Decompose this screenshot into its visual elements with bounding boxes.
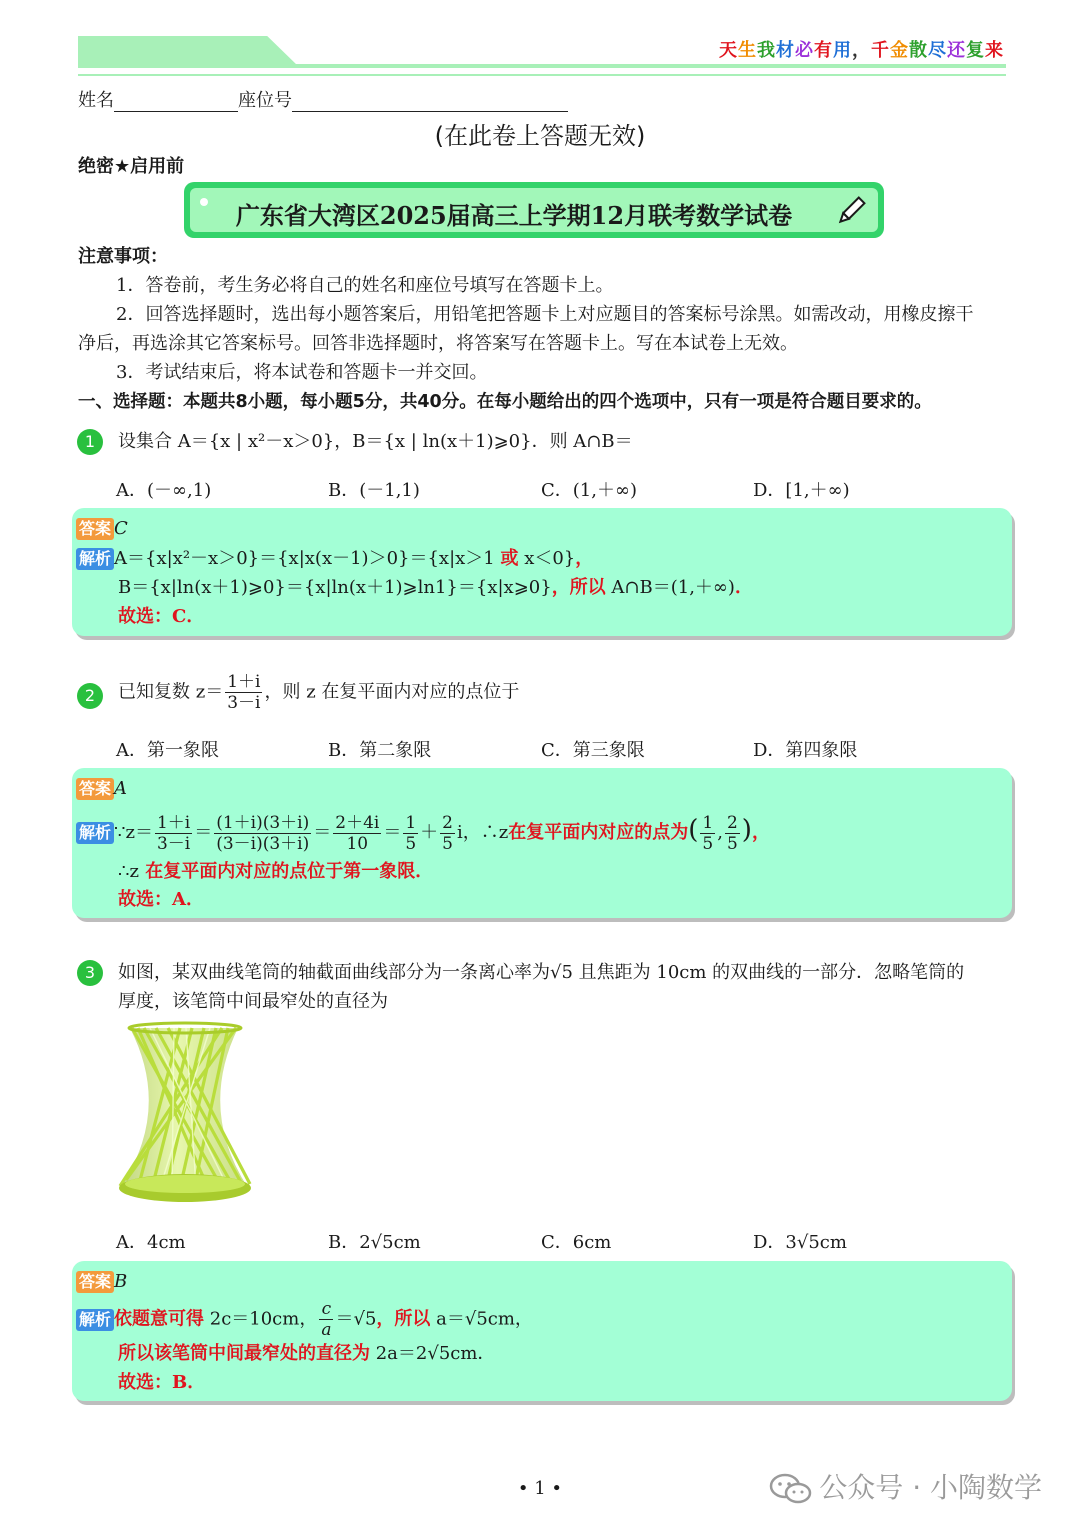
q1-period: ． [734, 577, 753, 598]
question-3-stem-line-2: 厚度，该笔筒中间最窄处的直径为 [118, 991, 388, 1012]
notice-item-2-cont: 净后，再选涂其它答案标号。回答非选择题时，将答案写在答题卡上。写在本试卷上无效。 [78, 333, 798, 354]
question-3-stem-line-1: 如图，某双曲线笔筒的轴截面曲线部分为一条离心率为√5 且焦距为 10cm 的双曲线的一部分．忽略笔筒的 [118, 962, 965, 983]
q1-intersection: A∩B＝(1,＋∞) [605, 577, 735, 598]
frac-den: 10 [346, 833, 369, 854]
q3-diameter-text: 所以该笔筒中间最窄处的直径为 [118, 1343, 370, 1364]
q2-option-b: B．第二象限 [328, 740, 432, 761]
q1-comma: ， [575, 548, 594, 569]
page-number: • 1 • [517, 1478, 563, 1499]
name-label: 姓名 [78, 90, 114, 111]
motto-char: ， [852, 40, 871, 61]
motto-char: 散 [909, 40, 928, 61]
frac-num: 1＋i [156, 812, 191, 833]
q1-analysis-line-1 [76, 544, 593, 573]
frac-den: 5 [702, 833, 714, 854]
motto-char: 生 [738, 40, 757, 61]
q3-answer-line [76, 1267, 127, 1296]
motto-char: 材 [776, 40, 795, 61]
q2-analysis-line-1: 解析 ∵z＝ $\frac{1+i}{3-i}$ ＝ $\frac{(1+i)(3+i)}{(3-i)(3+i)}$ ＝ $\frac{2+4i}{10}$ ＝ $\frac{1}{5}$ ＋ $\frac{2}{5}$ i，∴z在复平面内对应的点为( $\frac{1}{5}$ , $\frac{2}{5}$ )， [76, 808, 770, 855]
exam-title-banner [184, 182, 884, 238]
q1-answer-box [72, 508, 1012, 636]
frac-num: 2 [442, 812, 453, 833]
q1-answer-line [76, 514, 128, 543]
q1-option-d: D．[1,＋∞) [753, 480, 850, 501]
notice-item-3: 3．考试结束后，将本试卷和答题卡一并交回。 [116, 362, 488, 383]
seat-label: 座位号 [238, 90, 292, 111]
q2-answer: A [114, 778, 128, 799]
q2-point-y [725, 813, 740, 854]
q2-answer-line [76, 774, 127, 803]
q1-or: 或 [500, 548, 519, 569]
q2-because: ∵z＝ [114, 822, 153, 843]
exam-title: 广东省大湾区2025届高三上学期12月联考数学试卷 [235, 201, 793, 230]
motto-char: 金 [890, 40, 909, 61]
q3-option-d: D．3√5cm [753, 1232, 847, 1253]
q2-answer-box [72, 768, 1012, 918]
invalid-note: (在此卷上答题无效) [434, 122, 646, 150]
q2-frac-num: 1＋i [227, 672, 261, 692]
q2-fraction [225, 672, 262, 713]
analysis-badge: 解析 [76, 548, 114, 570]
q2-frac-4 [403, 813, 418, 854]
analysis-badge: 解析 [76, 822, 114, 844]
header-rule-thin [78, 74, 1006, 76]
motto-char: 天 [719, 40, 738, 61]
motto-char: 我 [757, 40, 776, 61]
q3-option-a: A．4cm [116, 1232, 186, 1253]
q3-choose: 故选：B． [118, 1372, 206, 1393]
exam-title-inner [190, 188, 878, 232]
motto-char: 有 [814, 40, 833, 61]
frac-num: (1＋i)(3＋i) [216, 812, 310, 833]
q2-frac-2 [214, 813, 311, 854]
frac-num: c [319, 1299, 333, 1320]
q2-option-d: D．第四象限 [753, 740, 858, 761]
q1-option-b: B．(－1,1) [328, 480, 420, 501]
q2-conclusion: 在复平面内对应的点位于第一象限． [138, 861, 434, 882]
q2-stem-end: ，则 z 在复平面内对应的点位于 [264, 681, 520, 703]
q2-point-x [700, 813, 715, 854]
q3-eq-a: a＝√5cm， [430, 1308, 533, 1330]
q3-eq-ecc: ＝√5 [335, 1308, 377, 1330]
frac-den: 5 [726, 833, 738, 854]
frac-num: 1 [405, 812, 417, 833]
q1-choose: 故选：C． [118, 606, 205, 627]
q2-i: i， [457, 822, 481, 843]
pencil-icon [834, 194, 868, 228]
q2-option-c: C．第三象限 [541, 740, 645, 761]
motto-char: 必 [795, 40, 814, 61]
name-blank [114, 93, 238, 112]
motto-char: 复 [966, 40, 985, 61]
q2-stem-start: 已知复数 z＝ [118, 681, 224, 703]
q3-option-c: C．6cm [541, 1232, 612, 1253]
q2-option-a: A．第一象限 [116, 740, 219, 761]
q2-frac-1 [155, 813, 192, 854]
q1-option-a: A．(－∞,1) [116, 480, 212, 501]
frac-den: 3－i [156, 833, 191, 854]
q3-answer-box [72, 1261, 1012, 1401]
answer-badge: 答案 [76, 778, 114, 800]
section-heading: 一、选择题：本题共8小题，每小题5分，共40分。在每小题给出的四个选项中，只有一项是符合题目要求的。 [78, 392, 932, 412]
q3-so: ，所以 [376, 1308, 431, 1330]
wechat-icon [769, 1473, 813, 1505]
frac-num: 2 [726, 812, 738, 833]
q3-option-b: B．2√5cm [328, 1232, 421, 1253]
q2-choose: 故选：A． [118, 889, 204, 910]
q1-analysis-line-2 [118, 573, 753, 602]
q2-plus: ＋ [420, 822, 439, 843]
analysis-badge: 解析 [76, 1309, 114, 1331]
q3-analysis-line-2 [118, 1339, 495, 1368]
frac-num: 2＋4i [335, 812, 380, 833]
question-1-stem: 设集合 A＝{x | x²－x＞0}，B＝{x | ln(x＋1)⩾0}．则 A∩B＝ [118, 431, 633, 452]
q1-answer: C [114, 518, 128, 539]
secret-label: 绝密★启用前 [78, 156, 185, 177]
notice-item-1: 1．答卷前，考生务必将自己的姓名和座位号填写在答题卡上。 [116, 275, 614, 296]
frac-den: 5 [442, 833, 453, 854]
hyperbolic-pen-holder-image [112, 1020, 258, 1206]
notice-heading: 注意事项： [78, 246, 168, 267]
q3-eq-focal: 2c＝10cm， [204, 1308, 318, 1330]
motto-char: 用 [833, 40, 852, 61]
header-motto [719, 36, 1004, 62]
question-number-2: 2 [77, 683, 103, 709]
q2-therefore: ∴z [480, 822, 509, 843]
watermark [769, 1466, 1042, 1506]
q1-option-c: C．(1,＋∞) [541, 480, 637, 501]
q2-frac-3 [333, 813, 381, 854]
motto-char: 还 [947, 40, 966, 61]
question-number-3: 3 [77, 960, 103, 986]
motto-char: 千 [871, 40, 890, 61]
motto-char: 尽 [928, 40, 947, 61]
motto-char: 来 [985, 40, 1004, 61]
q3-answer: B [114, 1271, 128, 1292]
frac-den: 5 [405, 833, 417, 854]
q2-point-text: 在复平面内对应的点为 [508, 822, 689, 843]
q2-frac-den: 3－i [227, 693, 261, 713]
header-rule [78, 64, 1006, 68]
question-2-stem [118, 672, 519, 713]
answer-badge: 答案 [76, 518, 114, 540]
q2-frac-5 [440, 813, 455, 854]
name-seat-row [78, 86, 568, 112]
q3-analysis-line-1 [76, 1299, 533, 1340]
q2-therefore-2: ∴z [118, 861, 139, 882]
frac-den: (3－i)(3＋i) [216, 833, 310, 854]
frac-num: 1 [702, 812, 714, 833]
notice-item-2: 2．回答选择题时，选出每小题答案后，用铅笔把答题卡上对应题目的答案标号涂黑。如需改动，用橡皮擦干 [116, 304, 974, 325]
question-number-1: 1 [77, 429, 103, 455]
q1-set-a-end: x＜0} [518, 548, 576, 569]
answer-badge: 答案 [76, 1271, 114, 1293]
q1-set-b: B＝{x|ln(x＋1)⩾0}＝{x|ln(x＋1)⩾ln1}＝{x|x⩾0} [118, 577, 552, 598]
header-tab-decoration [78, 36, 298, 66]
q3-frac-c-a [319, 1299, 333, 1340]
watermark-text: 公众号 · 小陶数学 [819, 1471, 1042, 1504]
seat-blank [292, 93, 568, 112]
q1-set-a: A＝{x|x²－x＞0}＝{x|x(x－1)＞0}＝{x|x＞1 [114, 548, 501, 569]
q2-analysis-line-2 [118, 857, 433, 886]
q1-so: ，所以 [551, 577, 606, 598]
q3-given: 依题意可得 [114, 1308, 205, 1330]
frac-den: a [321, 1320, 332, 1340]
q3-diameter-eq: 2a＝2√5cm． [370, 1343, 496, 1364]
